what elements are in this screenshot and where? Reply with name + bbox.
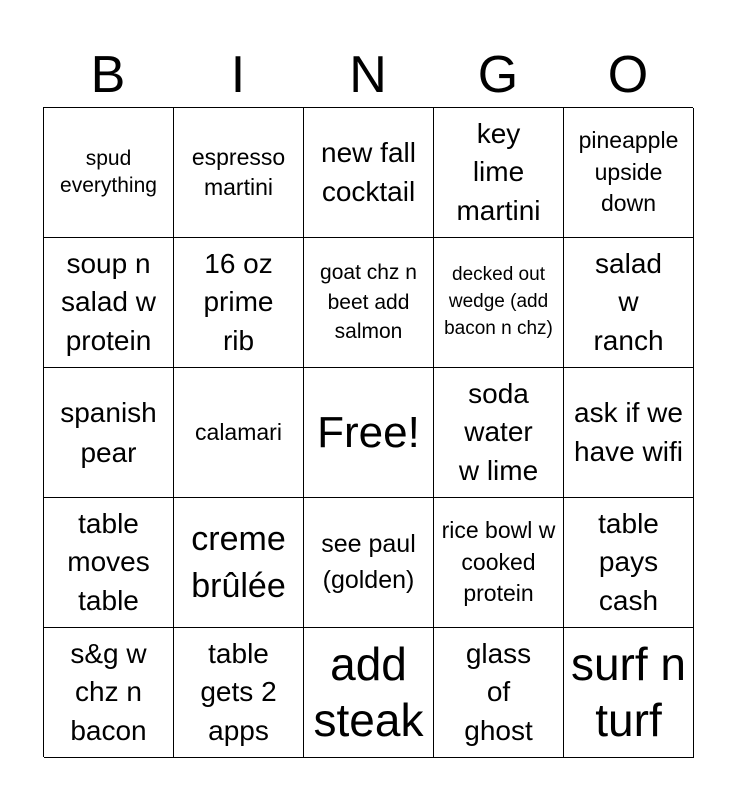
bingo-cell[interactable] [434, 498, 564, 628]
bingo-cell[interactable] [174, 238, 304, 368]
cell-text: add steak [313, 638, 424, 746]
cell-text: goat chz n beet add salmon [320, 261, 417, 344]
cell-text: table pays cash [598, 507, 659, 616]
bingo-cell[interactable] [174, 628, 304, 758]
bingo-cell[interactable] [434, 628, 564, 758]
header-letter-b: B [90, 46, 126, 104]
cell-text: spud everything [60, 146, 157, 197]
header-letter-g: G [477, 46, 519, 104]
header-letter-o: O [607, 46, 649, 104]
bingo-cell[interactable] [434, 238, 564, 368]
bingo-cell[interactable] [304, 628, 434, 758]
cell-text: table moves table [67, 507, 150, 616]
bingo-cell[interactable] [174, 498, 304, 628]
free-space-text: Free! [317, 407, 420, 457]
bingo-header [43, 40, 693, 108]
bingo-cell[interactable] [304, 108, 434, 238]
cell-text: s&g w chz n bacon [70, 637, 147, 746]
cell-text: rice bowl w cooked protein [441, 516, 556, 607]
header-letter-n: N [349, 46, 387, 104]
bingo-cell[interactable] [44, 238, 174, 368]
cell-text: new fall cocktail [321, 136, 416, 207]
cell-text: soda water w lime [458, 377, 539, 486]
cell-text: 16 oz prime rib [203, 247, 274, 356]
cell-text: decked out wedge (add bacon n chz) [444, 264, 553, 339]
cell-text: espresso martini [191, 144, 286, 200]
cell-text: surf n turf [570, 638, 687, 746]
bingo-cell[interactable] [564, 498, 694, 628]
bingo-cell[interactable] [44, 628, 174, 758]
bingo-cell[interactable] [44, 498, 174, 628]
bingo-cell[interactable] [564, 628, 694, 758]
cell-text: salad w ranch [593, 247, 664, 356]
bingo-cell[interactable] [564, 108, 694, 238]
cell-text: pineapple upside down [578, 126, 679, 217]
bingo-cell[interactable] [434, 368, 564, 498]
cell-text: calamari [195, 418, 282, 445]
bingo-cell[interactable] [174, 108, 304, 238]
cell-text: key lime martini [456, 117, 541, 226]
bingo-cell[interactable] [304, 238, 434, 368]
bingo-cell[interactable] [434, 108, 564, 238]
bingo-cell[interactable] [44, 108, 174, 238]
cell-text: creme brûlée [191, 520, 286, 605]
bingo-cell free-space[interactable] [304, 368, 434, 498]
cell-text: see paul (golden) [321, 530, 416, 594]
bingo-cell[interactable] [564, 368, 694, 498]
bingo-cell[interactable] [304, 498, 434, 628]
cell-text: table gets 2 apps [200, 637, 277, 746]
cell-text: ask if we have wifi [574, 396, 683, 467]
bingo-cell[interactable] [174, 368, 304, 498]
bingo-cell[interactable] [564, 238, 694, 368]
header-letter-i: I [230, 46, 246, 104]
bingo-board [43, 107, 693, 757]
bingo-cell[interactable] [44, 368, 174, 498]
cell-text: glass of ghost [464, 637, 533, 746]
cell-text: soup n salad w protein [61, 247, 156, 356]
cell-text: spanish pear [60, 396, 157, 468]
